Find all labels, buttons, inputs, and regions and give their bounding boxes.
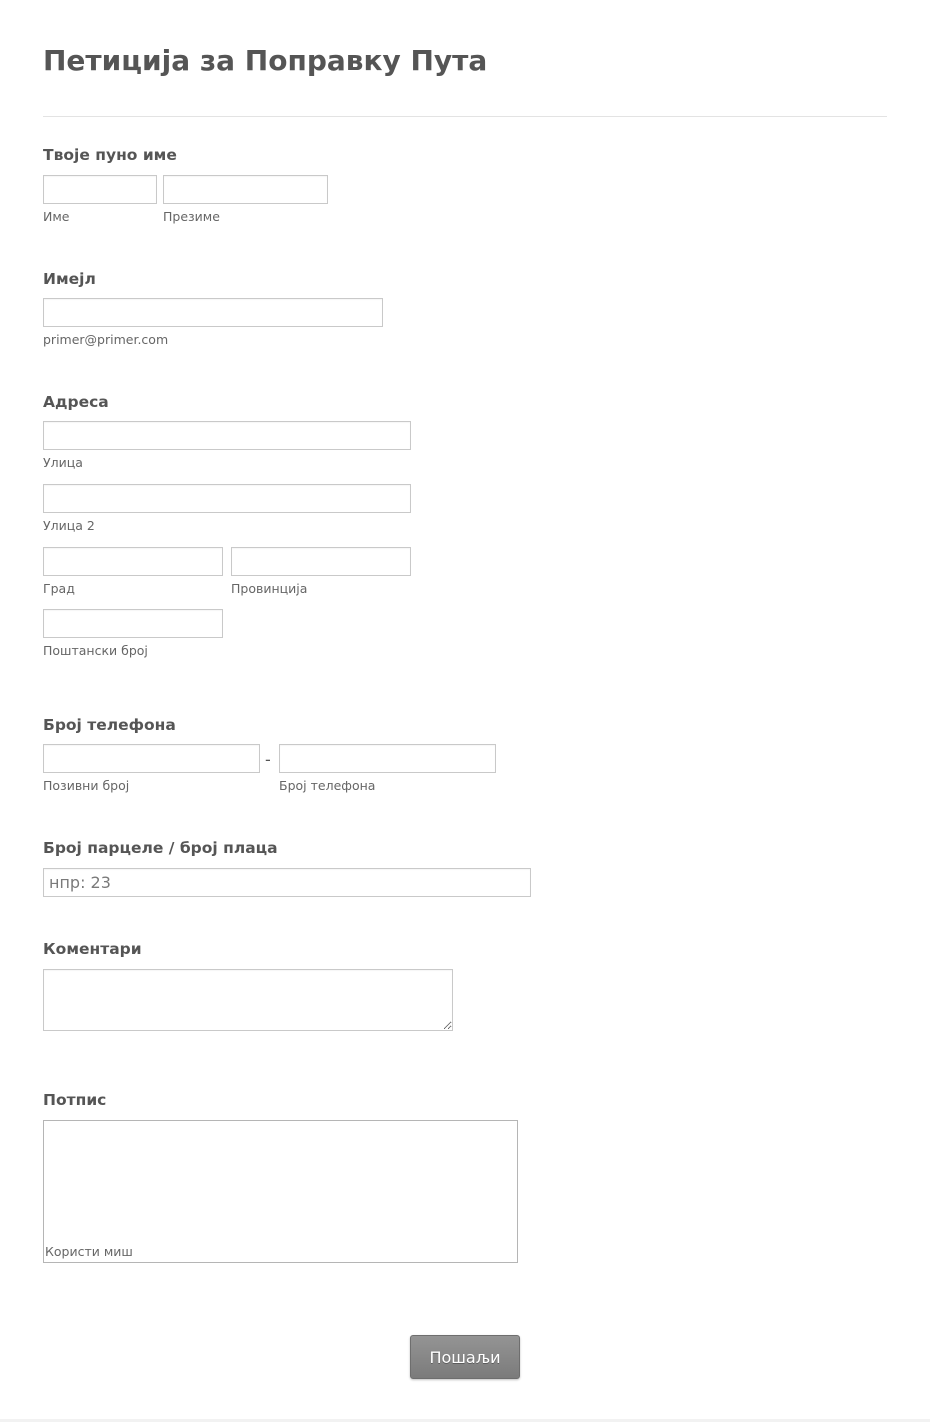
postal-code-sublabel: Поштански број xyxy=(43,643,148,658)
city-input[interactable] xyxy=(43,547,223,576)
address-label: Адреса xyxy=(43,393,109,411)
header-divider xyxy=(43,116,887,117)
phone-number-input[interactable] xyxy=(279,744,496,773)
phone-separator: - xyxy=(265,750,271,769)
email-label: Имејл xyxy=(43,270,96,288)
signature-pad[interactable] xyxy=(43,1120,518,1263)
submit-button[interactable]: Пошаљи xyxy=(410,1335,520,1379)
last-name-sublabel: Презиме xyxy=(163,209,220,224)
full-name-label: Твоје пуно име xyxy=(43,146,177,164)
parcel-input[interactable] xyxy=(43,868,531,897)
form-title: Петиција за Поправку Пута xyxy=(43,44,488,77)
postal-code-input[interactable] xyxy=(43,609,223,638)
city-sublabel: Град xyxy=(43,581,75,596)
first-name-sublabel: Име xyxy=(43,209,70,224)
email-input[interactable] xyxy=(43,298,383,327)
first-name-input[interactable] xyxy=(43,175,157,204)
parcel-label: Број парцеле / број плаца xyxy=(43,839,278,857)
street-input[interactable] xyxy=(43,421,411,450)
comments-textarea[interactable] xyxy=(43,969,453,1031)
street2-sublabel: Улица 2 xyxy=(43,518,95,533)
email-sublabel: primer@primer.com xyxy=(43,332,169,347)
signature-hint: Користи миш xyxy=(45,1244,133,1259)
phone-label: Број телефона xyxy=(43,716,176,734)
province-sublabel: Провинција xyxy=(231,581,308,596)
area-code-sublabel: Позивни број xyxy=(43,778,130,793)
street2-input[interactable] xyxy=(43,484,411,513)
signature-label: Потпис xyxy=(43,1091,107,1109)
last-name-input[interactable] xyxy=(163,175,328,204)
comments-label: Коментари xyxy=(43,940,142,958)
phone-number-sublabel: Број телефона xyxy=(279,778,376,793)
province-input[interactable] xyxy=(231,547,411,576)
street-sublabel: Улица xyxy=(43,455,83,470)
area-code-input[interactable] xyxy=(43,744,260,773)
